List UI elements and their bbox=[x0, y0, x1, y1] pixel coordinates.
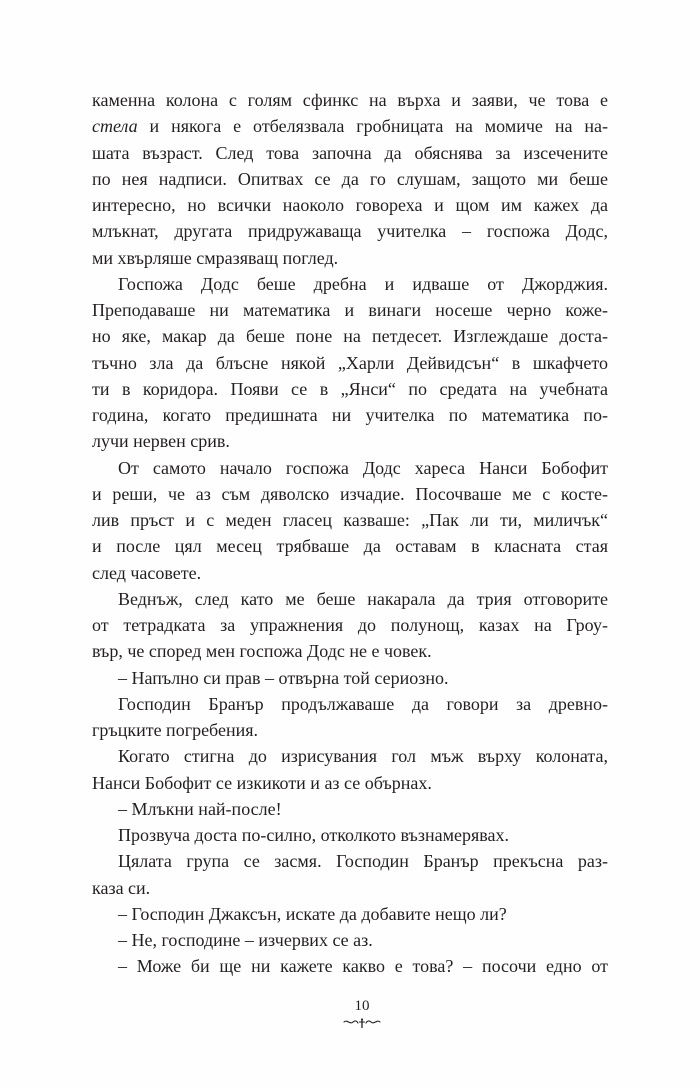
text-line: гръцките погребения. bbox=[92, 720, 259, 740]
text-line: интересно, но всички наоколо говореха и щом им кажех да bbox=[92, 195, 608, 215]
paragraph-start-line: Цялата група се засмя. Господин Бранър прекъсна раз- bbox=[118, 851, 608, 872]
text-line: лучи нервен срив. bbox=[92, 431, 230, 452]
paragraph-start-line: От самото начало госпожа Додс хареса Нанси Бобофит bbox=[118, 457, 608, 478]
text-line: млъкнат, другата придружаваща учителка – госпожа Додс, bbox=[92, 221, 608, 242]
text-line: каменна колона с голям сфинкс на върха и заяви, че това е bbox=[92, 90, 608, 110]
paragraph-start-line: Господин Бранър продължаваше да говори за древно- bbox=[118, 693, 608, 714]
text-line: по нея надписи. Опитвах се да го слушам, защото ми беше bbox=[92, 168, 608, 189]
paragraph-start-line: Когато стигна до изрисувания гол мъж върху колоната, bbox=[118, 746, 608, 767]
paragraph-start-line: Прозвуча доста по-силно, отколкото възнамерявах. bbox=[118, 825, 509, 845]
page-number: 10 bbox=[354, 998, 370, 1014]
page-footer bbox=[312, 996, 412, 1028]
text-line bbox=[92, 113, 608, 139]
page-body bbox=[92, 87, 608, 980]
text-line: ми хвърляше смразяващ поглед. bbox=[92, 247, 339, 268]
text-line: лив пръст и с меден гласец казваше: „Пак ли ти, миличък“ bbox=[92, 510, 608, 530]
text-line: и реши, че аз съм дяволско изчадие. Посочваше ме с косте- bbox=[92, 483, 608, 504]
dialogue-line: – Може би ще ни кажете какво е това? – посочи едно от bbox=[118, 956, 608, 977]
text-line: ти в коридора. Появи се в „Янси“ по средата на учебната bbox=[92, 378, 608, 399]
dialogue-line: – Напълно си прав – отвърна той сериозно. bbox=[118, 667, 449, 688]
text-line: Преподаваше ни математика и винаги носеше черно коже- bbox=[92, 300, 608, 320]
text-line: Нанси Бобофит се изкикоти и аз се обърнах. bbox=[92, 772, 432, 793]
text-line: година, когато предишната ни учителка по математика по- bbox=[92, 405, 608, 425]
text-line: тъчно зла да блъсне някой „Харли Дейвидсън“ в шкафчето bbox=[92, 352, 608, 373]
text-line: вър, че според мен госпожа Додс не е човек. bbox=[92, 641, 432, 662]
text-line: каза си. bbox=[92, 877, 151, 898]
italic-word: стела bbox=[92, 116, 138, 137]
text-line: но яке, макар да беше поне на петдесет. Изглеждаше доста- bbox=[92, 326, 608, 347]
text-line: след часовете. bbox=[92, 562, 202, 583]
paragraph-start-line: Веднъж, след като ме беше накарала да трия отговорите bbox=[118, 588, 608, 609]
flourish-icon bbox=[342, 1018, 382, 1028]
dialogue-line: – Не, господине – изчервих се аз. bbox=[118, 930, 373, 950]
dialogue-line: – Господин Джаксън, искате да добавите нещо ли? bbox=[118, 903, 507, 924]
text-line-rest: и някога е отбелязвала гробницата на момиче на на- bbox=[137, 116, 608, 137]
text-line: от тетрадката за упражнения до полунощ, казах на Гроу- bbox=[92, 615, 608, 635]
text-line: и после цял месец трябваше да оставам в класната стая bbox=[92, 536, 608, 557]
text-line: шата възраст. След това започна да обяснява за изсечените bbox=[92, 142, 608, 163]
dialogue-line: – Млъкни най-после! bbox=[118, 798, 282, 819]
paragraph-start-line: Госпожа Додс беше дребна и идваше от Джорджия. bbox=[118, 273, 608, 294]
